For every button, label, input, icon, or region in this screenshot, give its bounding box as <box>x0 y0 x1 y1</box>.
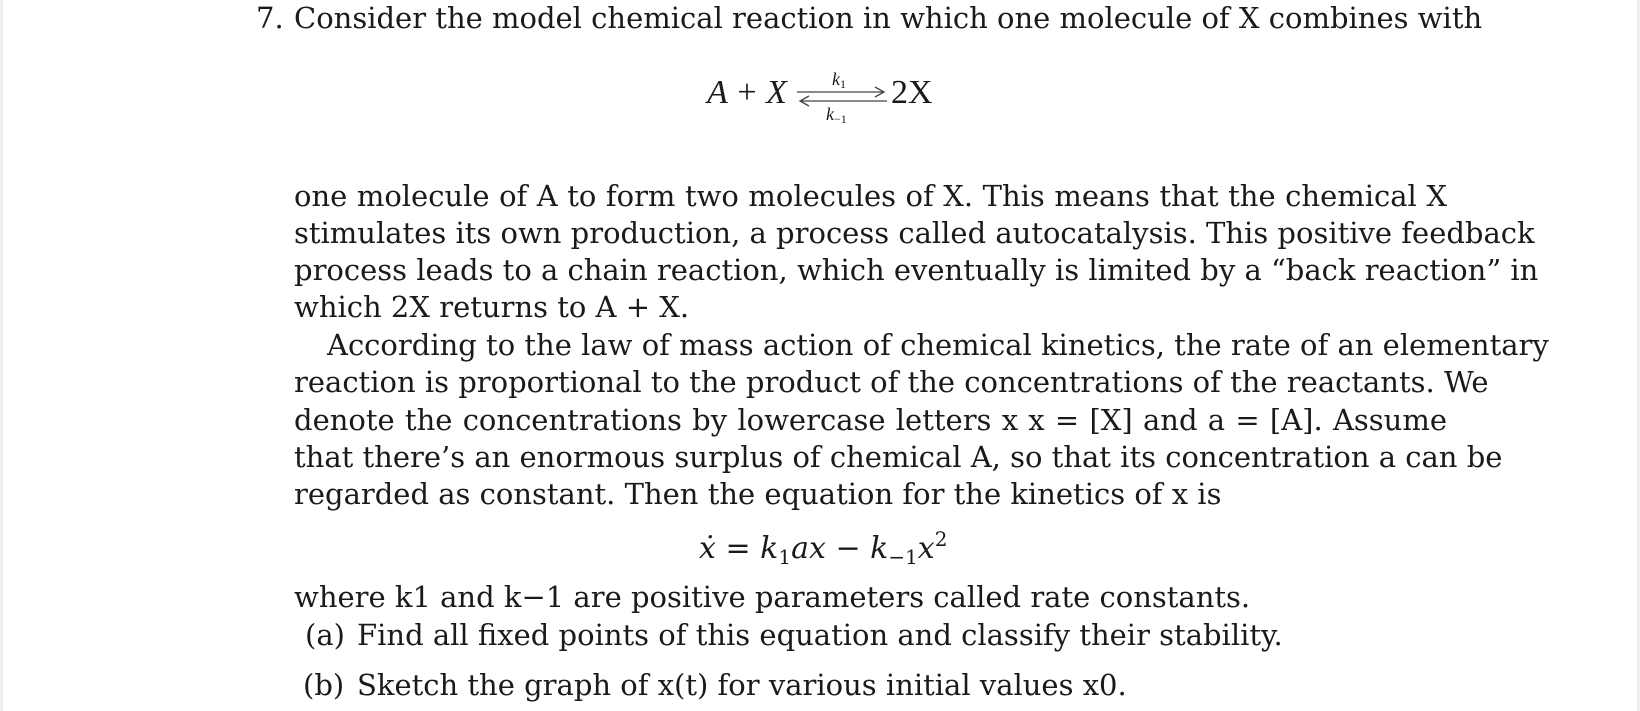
eq-equals: = <box>725 531 751 566</box>
paragraph1-line3: process leads to a chain reaction, which eventually is limited by a “back reaction” in <box>294 253 1539 287</box>
paragraph2-line2: reaction is proportional to the product of the concentrations of the reactants. We <box>294 365 1489 399</box>
eq-lhs: ẋ <box>699 531 716 566</box>
problem-intro-line <box>294 0 1483 36</box>
eq-minus: − <box>835 531 861 566</box>
eq-term2-sub: −1 <box>888 545 918 569</box>
page-edge-left <box>0 0 3 711</box>
reactant-a: A <box>707 74 728 111</box>
kinetics-equation <box>699 527 947 569</box>
part-b-text: Sketch the graph of x(t) for various initial values x0. <box>357 668 1127 702</box>
part-a-label: (a) <box>305 618 345 652</box>
eq-term1-k: k <box>760 531 779 566</box>
paragraph2-line1: According to the law of mass action of chemical kinetics, the rate of an elementary <box>327 328 1549 362</box>
intro-text: Consider the model chemical reaction in which one molecule of X combines with <box>294 1 1483 35</box>
reverse-rate-constant <box>826 104 847 127</box>
eq-term1-rest: ax <box>791 531 826 566</box>
problem-number: 7. <box>256 1 284 35</box>
forward-rate-constant <box>832 69 846 92</box>
forward-k-subscript: 1 <box>840 77 846 91</box>
eq-term2-k: k <box>870 531 889 566</box>
part-b-label: (b) <box>303 668 345 702</box>
reaction-equation <box>707 74 787 112</box>
forward-k: k <box>832 69 840 89</box>
paragraph1-line4: which 2X returns to A + X. <box>294 290 690 324</box>
eq-term1-sub: 1 <box>778 545 792 569</box>
reactant-x: X <box>766 74 787 111</box>
product-2x: 2X <box>891 74 933 111</box>
reverse-k: k <box>826 104 834 124</box>
paragraph2-line5: regarded as constant. Then the equation for the kinetics of x is <box>294 477 1222 511</box>
paragraph1-line2: stimulates its own production, a process called autocatalysis. This positive feedback <box>294 216 1535 250</box>
reaction-plus: + <box>737 74 757 111</box>
paragraph2-line3: denote the concentrations by lowercase letters x x = [X] and a = [A]. Assume <box>294 403 1447 437</box>
reverse-k-subscript: −1 <box>834 112 847 126</box>
part-a-text: Find all fixed points of this equation and classify their stability. <box>357 618 1283 652</box>
eq-term2-sup: 2 <box>934 527 948 551</box>
paragraph1-line1: one molecule of A to form two molecules of X. This means that the chemical X <box>294 179 1447 213</box>
eq-term2-var: x <box>917 531 935 566</box>
paragraph2-line4: that there’s an enormous surplus of chemical A, so that its concentration a can be <box>294 440 1503 474</box>
after-equation-text: where k1 and k−1 are positive parameters called rate constants. <box>294 580 1251 614</box>
reaction-product <box>891 74 933 112</box>
